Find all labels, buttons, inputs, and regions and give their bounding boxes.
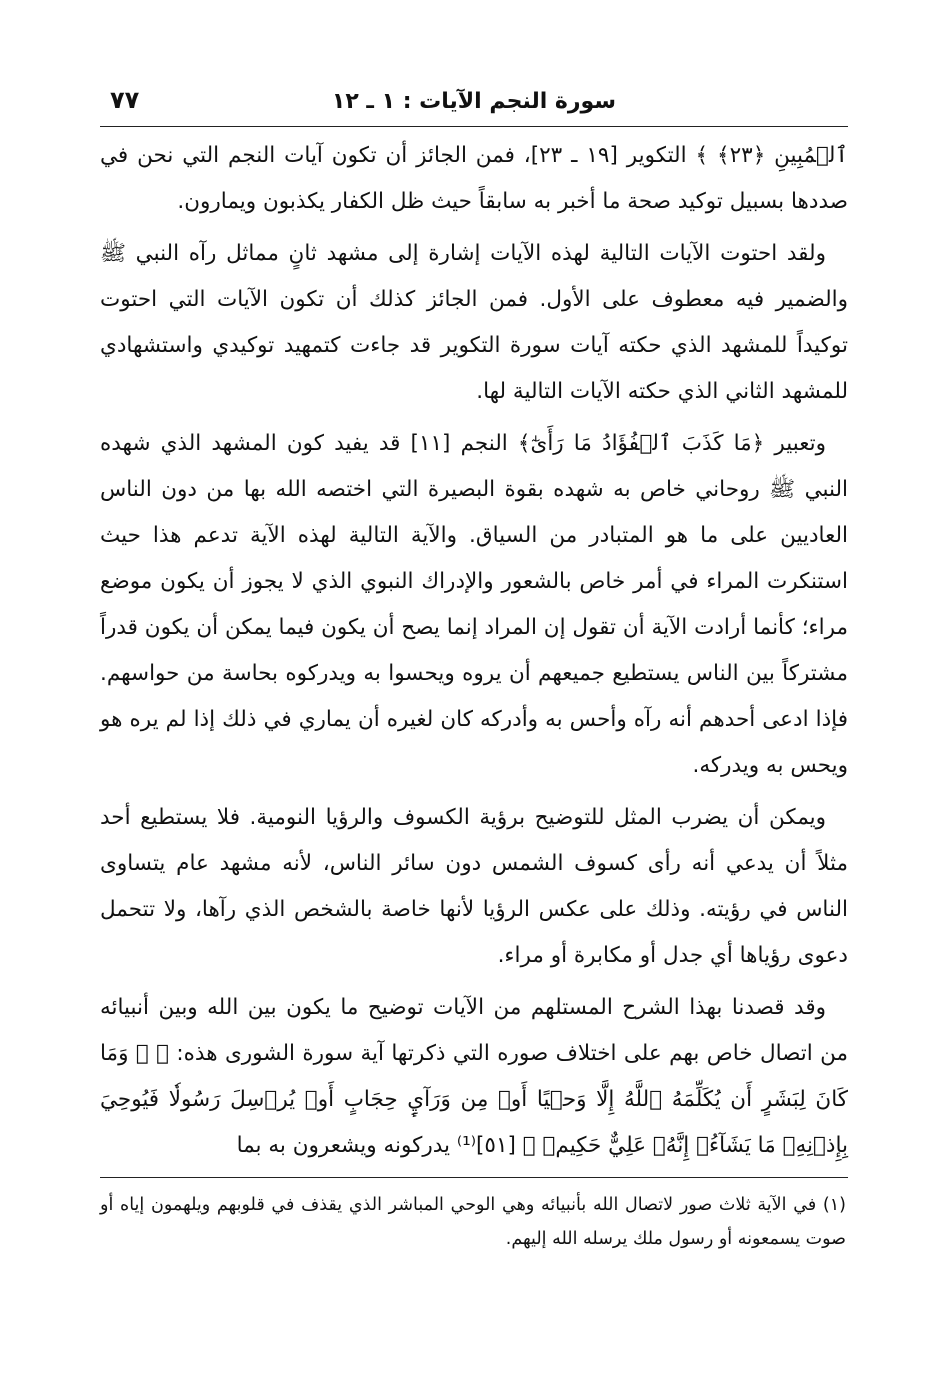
document-page bbox=[100, 86, 848, 1256]
body-text bbox=[100, 133, 848, 1169]
paragraph-4: ويمكن أن يضرب المثل للتوضيح برؤية الكسوف والرؤيا النومية. فلا يستطيع أحد مثلاً أن يدعي أنه رأى كسوف الشمس دون سائر الناس، لأنه مشهد عام يتساوى الناس في رؤيته. وذلك على عكس الرؤيا لأنها خاصة بالشخص الذي رآها، ولا تتحمل دعوى رؤياها أي جدل أو مكابرة أو مراء. bbox=[100, 805, 848, 968]
paragraph-3: وتعبير ﴿مَا كَذَبَ ٱلۡفُؤَادُ مَا رَأَىٰٓ﴾ النجم [١١] قد يفيد كون المشهد الذي شهده النبي ﷺ روحاني خاص به شهده بقوة البصيرة التي اختصه الله بها من دون الناس العاديين على ما هو المتبادر من السياق. والآية التالية لهذه الآية تدعم هذا حيث استنكرت المراء في أمر خاص بالشعور والإدراك النبوي الذي لا يجوز أن يكون موضع مراء؛ كأنما أرادت الآية أن تقول إن المراد إنما يصح أن يكون فيما يمكن أن يكون قدراً مشتركاً بين الناس يستطيع جميعهم أن يروه ويحسوا به ويدركوه بحاسة من حواسهم. فإذا ادعى أحدهم أنه رآه وأحس به وأدركه كان لغيره أن يماري في ذلك إذا لم يره هو ويحس به ويدركه. bbox=[100, 431, 848, 778]
paragraph-5: وقد قصدنا بهذا الشرح المستلهم من الآيات توضيح ما يكون بين الله وبين أنبيائه من اتصال خاص بهم على اختلاف صوره التي ذكرتها آية سورة الشورى هذه: ﴿ ۞ وَمَا كَانَ لِبَشَرٍ أَن يُكَلِّمَهُ ٱللَّهُ إِلَّا وَحۡيًا أَوۡ مِن وَرَآيِٕ حِجَابٍ أَوۡ يُرۡسِلَ رَسُولٗا فَيُوحِيَ بِإِذۡنِهِۦ مَا يَشَآءُۚ إِنَّهُۥ عَلِيٌّ حَكِيمٞ ﴾ [٥١]⁽¹⁾ يدركونه ويشعرون به بما bbox=[100, 995, 848, 1158]
page-header bbox=[100, 86, 848, 127]
footnote: (١) في الآية ثلاث صور لاتصال الله بأنبيائه وهي الوحي المباشر الذي يقذف في قلوبهم ويلهمون إياه أو صوت يسمعونه أو رسول ملك يرسله الله إليهم. bbox=[100, 1195, 846, 1249]
paragraph-1: ٱلۡمُبِينِ ﴿٢٣﴾ ﴾ التكوير [١٩ ـ ٢٣]، فمن الجائز أن تكون آيات النجم التي نحن في صددها بسبيل توكيد صحة ما أخبر به سابقاً حيث ظل الكفار يكذبون ويمارون. bbox=[100, 143, 849, 214]
running-title: سورة النجم الآيات : ١ ـ ١٢ bbox=[331, 89, 616, 114]
page-number: ٧٧ bbox=[110, 86, 140, 114]
paragraph-2: ولقد احتوت الآيات التالية لهذه الآيات إشارة إلى مشهد ثانٍ مماثل رآه النبي ﷺ والضمير فيه معطوف على الأول. فمن الجائز كذلك أن تكون الآيات التي احتوت توكيداً للمشهد الذي حكته آيات سورة التكوير قد جاءت كتمهيد توكيدي واستشهادي للمشهد الثاني الذي حكته الآيات التالية لها. bbox=[100, 241, 848, 404]
footnote-divider bbox=[100, 1177, 848, 1178]
